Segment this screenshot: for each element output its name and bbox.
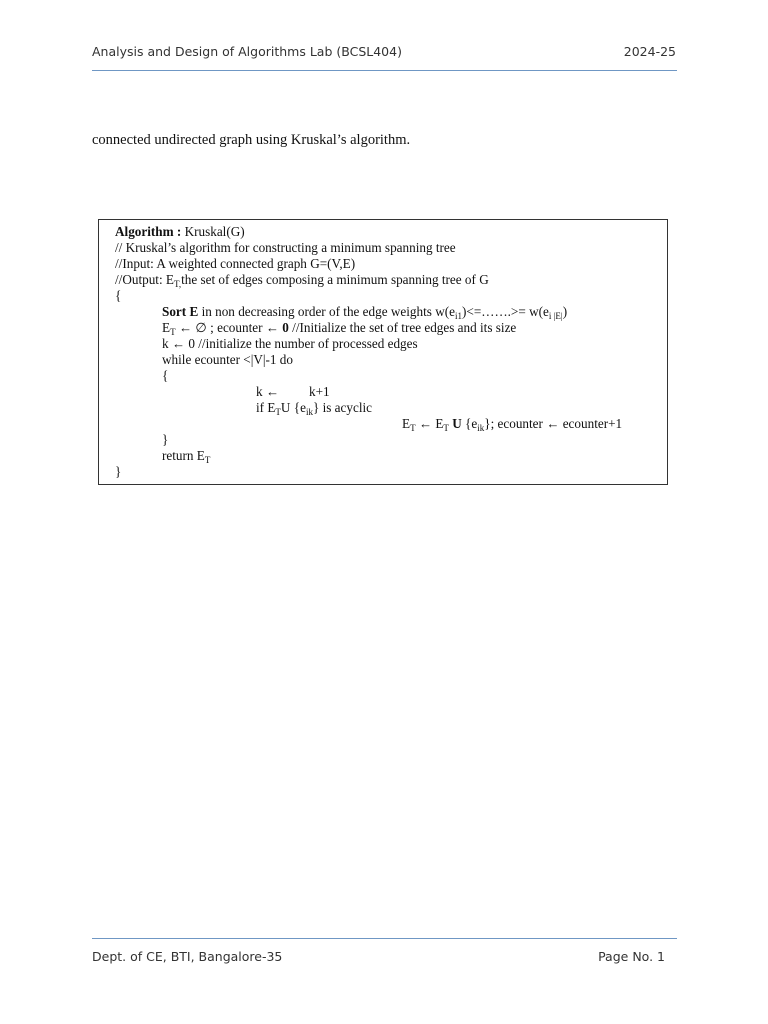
intro-text: connected undirected graph using Kruskal’s algorithm. — [92, 132, 411, 148]
inner-open-brace: { — [162, 368, 169, 383]
if-sub: T — [275, 407, 281, 417]
sort-end: ) — [562, 304, 568, 319]
algorithm-comment: // Kruskal’s algorithm for constructing a minimum spanning tree — [115, 240, 456, 255]
if-line — [256, 400, 372, 416]
inner-close-brace: } — [162, 432, 169, 447]
if-sub2: ik — [305, 407, 313, 417]
if-prefix: if E — [256, 400, 276, 415]
k-inc-right: k+1 — [309, 384, 330, 399]
sort-line — [162, 304, 567, 320]
if-union: U {e — [280, 400, 306, 415]
sort-mid: )<=…….>= w(e — [461, 304, 549, 319]
if-rest: } is acyclic — [312, 400, 373, 415]
upd-e: E — [402, 416, 411, 431]
algorithm-box — [98, 219, 668, 485]
algorithm-title — [115, 224, 245, 240]
return-prefix: return E — [162, 448, 205, 463]
output-sub: T, — [173, 279, 182, 289]
k-init-line: k ← 0 //initialize the number of processed edges — [162, 336, 418, 351]
output-rest: the set of edges composing a minimum spanning tree of G — [181, 272, 489, 287]
update-line — [402, 416, 622, 432]
footer-dept: Dept. of CE, BTI, Bangalore-35 — [92, 949, 283, 964]
sort-sub2: i |E| — [548, 311, 563, 321]
sort-rest: in non decreasing order of the edge weights w(e — [198, 304, 455, 319]
return-line — [162, 448, 210, 464]
init-arrow-empty: ← ∅ — [175, 320, 207, 335]
init-rest-prefix: ; ecounter — [206, 320, 266, 335]
upd-union: U — [448, 416, 462, 431]
while-line: while ecounter <|V|-1 do — [162, 352, 293, 367]
init-e: E — [162, 320, 171, 335]
close-brace: } — [115, 464, 122, 479]
init-line — [162, 320, 516, 336]
algorithm-input: //Input: A weighted connected graph G=(V,E) — [115, 256, 356, 271]
footer-page-number: Page No. 1 — [598, 949, 665, 964]
upd-sub: ik — [477, 423, 485, 433]
open-brace: { — [115, 288, 122, 303]
upd-t2: T — [443, 423, 449, 433]
return-sub: T — [204, 455, 211, 465]
upd-t: T — [410, 423, 416, 433]
init-rest-suffix: //Initialize the set of tree edges and its size — [288, 320, 517, 335]
page-footer — [92, 938, 677, 964]
init-t: T — [170, 327, 176, 337]
k-inc-left: k ← — [256, 384, 280, 399]
header-title: Analysis and Design of Algorithms Lab (BCSL404) — [92, 44, 402, 59]
algorithm-name: Kruskal(G) — [184, 224, 245, 239]
algorithm-output — [115, 272, 489, 288]
sort-sub1: i1 — [454, 311, 462, 321]
sort-bold: Sort E — [162, 304, 199, 319]
upd-rest: }; ecounter ← ecounter+1 — [484, 416, 623, 431]
page-header — [92, 44, 677, 71]
output-prefix: //Output: E — [115, 272, 174, 287]
algorithm-label: Algorithm : — [115, 224, 182, 239]
init-rest-bold: ← 0 — [265, 320, 289, 335]
upd-set: {e — [461, 416, 478, 431]
upd-arrow: ← E — [415, 416, 444, 431]
header-year: 2024-25 — [623, 44, 676, 59]
